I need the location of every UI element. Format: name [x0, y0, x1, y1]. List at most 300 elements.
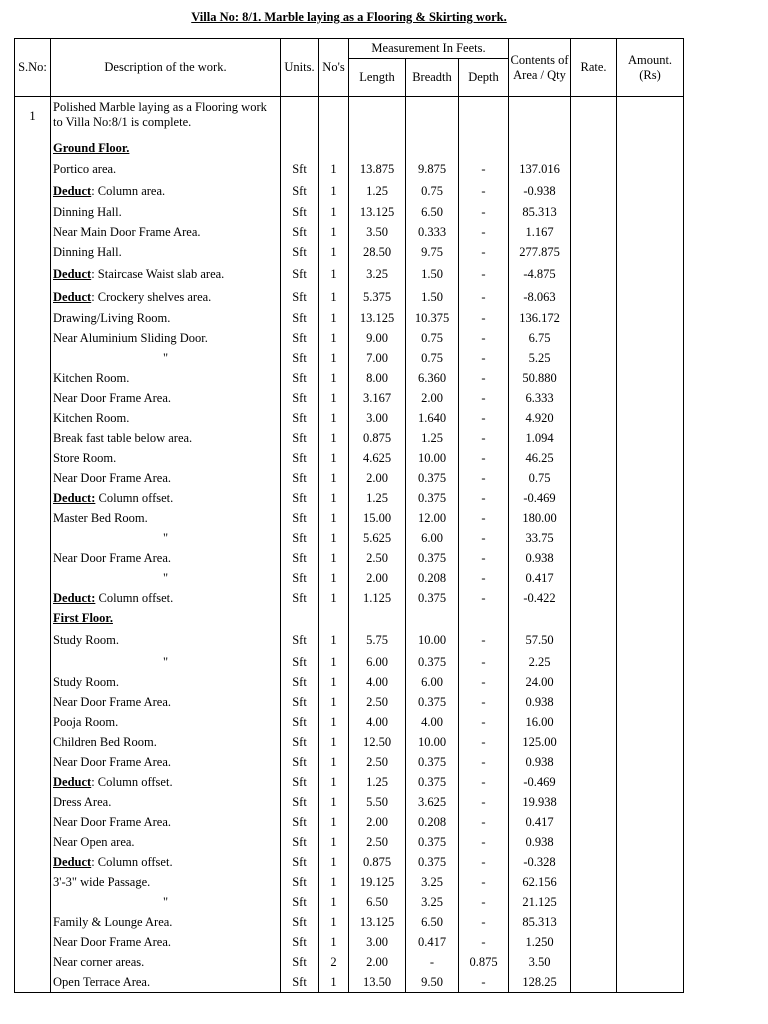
description-cell: Study Room. — [51, 673, 281, 693]
nos-cell: 1 — [319, 489, 349, 509]
nos-cell: 1 — [319, 409, 349, 429]
rate-cell — [571, 549, 617, 569]
breadth-cell: 6.360 — [406, 369, 459, 389]
qty-cell: 136.172 — [509, 309, 571, 329]
breadth-cell: 0.375 — [406, 853, 459, 873]
description-cell: Deduct: Crockery shelves area. — [51, 286, 281, 309]
qty-cell: 2.25 — [509, 653, 571, 673]
qty-cell: 125.00 — [509, 733, 571, 753]
depth-cell: - — [459, 349, 509, 369]
units-cell: Sft — [281, 329, 319, 349]
qty-cell: 21.125 — [509, 893, 571, 913]
deduct-keyword: Deduct — [53, 775, 92, 789]
table-row — [15, 409, 684, 429]
description-cell: Pooja Room. — [51, 713, 281, 733]
units-cell: Sft — [281, 933, 319, 953]
nos-cell: 1 — [319, 203, 349, 223]
description-cell: Near Door Frame Area. — [51, 693, 281, 713]
table-row — [15, 609, 684, 629]
deduct-keyword: Deduct — [53, 183, 92, 198]
rate-cell — [571, 629, 617, 653]
deduct-keyword: Deduct: — [53, 491, 96, 505]
sno-cell — [15, 973, 51, 993]
length-cell: 3.25 — [349, 263, 406, 286]
units-cell: Sft — [281, 509, 319, 529]
depth-cell: - — [459, 629, 509, 653]
description-cell: Deduct: Column offset. — [51, 853, 281, 873]
breadth-cell: 10.00 — [406, 629, 459, 653]
nos-cell: 1 — [319, 733, 349, 753]
nos-cell: 1 — [319, 263, 349, 286]
amount-cell — [617, 953, 684, 973]
description-cell: Near corner areas. — [51, 953, 281, 973]
empty-cell — [319, 609, 349, 629]
nos-cell: 1 — [319, 243, 349, 263]
rate-cell — [571, 309, 617, 329]
table-row — [15, 286, 684, 309]
empty-cell — [459, 609, 509, 629]
nos-cell: 1 — [319, 180, 349, 203]
units-cell: Sft — [281, 733, 319, 753]
description-cell: Deduct: Column offset. — [51, 589, 281, 609]
table-row — [15, 569, 684, 589]
length-cell: 6.00 — [349, 653, 406, 673]
rate-cell — [571, 853, 617, 873]
depth-cell: - — [459, 733, 509, 753]
qty-cell: 5.25 — [509, 349, 571, 369]
qty-cell: 180.00 — [509, 509, 571, 529]
ditto-mark: " — [162, 531, 169, 545]
units-cell: Sft — [281, 549, 319, 569]
breadth-cell: 10.00 — [406, 449, 459, 469]
amount-cell — [617, 569, 684, 589]
units-cell: Sft — [281, 893, 319, 913]
description-cell: Portico area. — [51, 160, 281, 180]
sno-cell — [15, 753, 51, 773]
units-cell: Sft — [281, 873, 319, 893]
qty-cell: -0.469 — [509, 773, 571, 793]
depth-cell: - — [459, 913, 509, 933]
table-row — [15, 973, 684, 993]
depth-cell: - — [459, 509, 509, 529]
table-row — [15, 469, 684, 489]
qty-cell: 0.938 — [509, 833, 571, 853]
units-cell: Sft — [281, 673, 319, 693]
breadth-cell: 1.25 — [406, 429, 459, 449]
sno-cell — [15, 933, 51, 953]
rate-cell — [571, 409, 617, 429]
table-body — [15, 97, 684, 993]
sno-cell — [15, 773, 51, 793]
breadth-cell: 3.25 — [406, 873, 459, 893]
table-row — [15, 449, 684, 469]
rate-cell — [571, 813, 617, 833]
amount-cell — [617, 180, 684, 203]
amount-cell — [617, 933, 684, 953]
qty-cell: -4.875 — [509, 263, 571, 286]
nos-cell: 1 — [319, 973, 349, 993]
description-cell: 3'-3" wide Passage. — [51, 873, 281, 893]
table-row — [15, 263, 684, 286]
length-cell: 13.125 — [349, 309, 406, 329]
qty-cell: 128.25 — [509, 973, 571, 993]
qty-cell: 0.938 — [509, 549, 571, 569]
nos-cell: 1 — [319, 286, 349, 309]
description-cell — [51, 569, 281, 589]
breadth-cell: 1.640 — [406, 409, 459, 429]
breadth-cell: 0.417 — [406, 933, 459, 953]
description-cell: Drawing/Living Room. — [51, 309, 281, 329]
breadth-cell: 4.00 — [406, 713, 459, 733]
depth-cell: 0.875 — [459, 953, 509, 973]
table-row — [15, 529, 684, 549]
rate-cell — [571, 653, 617, 673]
units-cell: Sft — [281, 953, 319, 973]
nos-cell: 1 — [319, 429, 349, 449]
nos-cell: 1 — [319, 449, 349, 469]
sno-cell — [15, 833, 51, 853]
section-heading: Ground Floor. — [53, 140, 130, 155]
units-cell: Sft — [281, 813, 319, 833]
breadth-cell: 9.50 — [406, 973, 459, 993]
breadth-cell: 3.625 — [406, 793, 459, 813]
breadth-cell: 0.75 — [406, 349, 459, 369]
length-cell: 4.00 — [349, 673, 406, 693]
description-cell — [51, 893, 281, 913]
qty-cell: 16.00 — [509, 713, 571, 733]
description-cell: Break fast table below area. — [51, 429, 281, 449]
table-row — [15, 309, 684, 329]
amount-cell — [617, 813, 684, 833]
empty-cell — [406, 609, 459, 629]
amount-cell — [617, 429, 684, 449]
header-length: Length — [349, 59, 406, 97]
units-cell: Sft — [281, 223, 319, 243]
depth-cell: - — [459, 773, 509, 793]
units-cell: Sft — [281, 793, 319, 813]
empty-cell — [281, 137, 319, 160]
amount-cell — [617, 549, 684, 569]
rate-cell — [571, 773, 617, 793]
deduct-keyword: Deduct: — [53, 591, 96, 605]
sno-cell — [15, 180, 51, 203]
units-cell: Sft — [281, 409, 319, 429]
length-cell: 3.00 — [349, 933, 406, 953]
length-cell: 19.125 — [349, 873, 406, 893]
table-row — [15, 243, 684, 263]
sno-cell — [15, 529, 51, 549]
length-cell: 13.50 — [349, 973, 406, 993]
breadth-cell: 0.375 — [406, 589, 459, 609]
qty-cell: -0.422 — [509, 589, 571, 609]
nos-cell: 1 — [319, 813, 349, 833]
empty-cell — [349, 609, 406, 629]
table-row — [15, 933, 684, 953]
sno-cell — [15, 309, 51, 329]
depth-cell: - — [459, 286, 509, 309]
rate-cell — [571, 160, 617, 180]
depth-cell: - — [459, 933, 509, 953]
depth-cell: - — [459, 813, 509, 833]
length-cell: 0.875 — [349, 853, 406, 873]
sno-cell — [15, 893, 51, 913]
rate-cell — [571, 449, 617, 469]
breadth-cell: 9.75 — [406, 243, 459, 263]
description-cell: Kitchen Room. — [51, 409, 281, 429]
sno-cell — [15, 853, 51, 873]
description-cell: Family & Lounge Area. — [51, 913, 281, 933]
rate-cell — [571, 529, 617, 549]
description-cell: Deduct: Staircase Waist slab area. — [51, 263, 281, 286]
nos-cell: 1 — [319, 793, 349, 813]
qty-cell: 1.250 — [509, 933, 571, 953]
rate-cell — [571, 713, 617, 733]
qty-cell: 1.167 — [509, 223, 571, 243]
table-row — [15, 753, 684, 773]
nos-cell: 1 — [319, 913, 349, 933]
units-cell: Sft — [281, 529, 319, 549]
table-row — [15, 549, 684, 569]
units-cell: Sft — [281, 913, 319, 933]
length-cell: 7.00 — [349, 349, 406, 369]
qty-cell: -0.328 — [509, 853, 571, 873]
depth-cell: - — [459, 549, 509, 569]
sno-cell — [15, 223, 51, 243]
rate-cell — [571, 286, 617, 309]
nos-cell: 1 — [319, 673, 349, 693]
depth-cell: - — [459, 160, 509, 180]
sno-cell — [15, 389, 51, 409]
qty-cell: 137.016 — [509, 160, 571, 180]
table-row — [15, 389, 684, 409]
table-row — [15, 203, 684, 223]
depth-cell: - — [459, 223, 509, 243]
breadth-cell: 3.25 — [406, 893, 459, 913]
rate-cell — [571, 693, 617, 713]
units-cell: Sft — [281, 160, 319, 180]
empty-cell — [617, 137, 684, 160]
nos-cell: 1 — [319, 529, 349, 549]
rate-cell — [571, 329, 617, 349]
depth-cell: - — [459, 793, 509, 813]
description-cell — [51, 349, 281, 369]
qty-cell: 1.094 — [509, 429, 571, 449]
nos-cell: 1 — [319, 873, 349, 893]
nos-cell: 2 — [319, 953, 349, 973]
amount-cell — [617, 653, 684, 673]
amount-cell — [617, 203, 684, 223]
rate-cell — [571, 203, 617, 223]
table-row — [15, 713, 684, 733]
length-cell: 5.375 — [349, 286, 406, 309]
description-cell: Near Open area. — [51, 833, 281, 853]
empty-cell — [319, 137, 349, 160]
rate-cell — [571, 733, 617, 753]
rate-cell — [571, 893, 617, 913]
units-cell: Sft — [281, 833, 319, 853]
depth-cell: - — [459, 389, 509, 409]
breadth-cell: 1.50 — [406, 263, 459, 286]
qty-cell: 57.50 — [509, 629, 571, 653]
breadth-cell: 6.00 — [406, 529, 459, 549]
table-row — [15, 793, 684, 813]
nos-cell: 1 — [319, 693, 349, 713]
description-cell — [51, 137, 281, 160]
amount-cell — [617, 753, 684, 773]
sno-cell — [15, 489, 51, 509]
qty-cell: 0.75 — [509, 469, 571, 489]
length-cell: 1.25 — [349, 180, 406, 203]
nos-cell: 1 — [319, 329, 349, 349]
header-amount: Amount. (Rs) — [617, 39, 684, 97]
nos-cell: 1 — [319, 893, 349, 913]
units-cell: Sft — [281, 773, 319, 793]
amount-cell — [617, 160, 684, 180]
description-cell — [51, 653, 281, 673]
deduct-keyword: Deduct — [53, 266, 92, 281]
qty-cell: 6.75 — [509, 329, 571, 349]
length-cell: 0.875 — [349, 429, 406, 449]
amount-cell — [617, 973, 684, 993]
table-row — [15, 160, 684, 180]
breadth-cell: 0.375 — [406, 489, 459, 509]
description-cell: Dress Area. — [51, 793, 281, 813]
length-cell: 2.50 — [349, 833, 406, 853]
amount-cell — [617, 349, 684, 369]
description-cell: Dinning Hall. — [51, 203, 281, 223]
breadth-cell: 0.208 — [406, 569, 459, 589]
table-row — [15, 893, 684, 913]
rate-cell — [571, 429, 617, 449]
length-cell: 4.00 — [349, 713, 406, 733]
breadth-cell: 1.50 — [406, 286, 459, 309]
empty-cell — [406, 137, 459, 160]
sno-cell — [15, 609, 51, 629]
length-cell: 4.625 — [349, 449, 406, 469]
description-cell: Study Room. — [51, 629, 281, 653]
rate-cell — [571, 469, 617, 489]
rate-cell — [571, 973, 617, 993]
breadth-cell: 0.375 — [406, 833, 459, 853]
sno-cell — [15, 913, 51, 933]
amount-cell — [617, 713, 684, 733]
nos-cell: 1 — [319, 369, 349, 389]
sno-cell — [15, 137, 51, 160]
empty-cell — [571, 137, 617, 160]
rate-cell — [571, 489, 617, 509]
length-cell: 2.00 — [349, 569, 406, 589]
length-cell: 5.75 — [349, 629, 406, 653]
breadth-cell: 9.875 — [406, 160, 459, 180]
rate-cell — [571, 349, 617, 369]
sno-cell — [15, 349, 51, 369]
table-row — [15, 653, 684, 673]
empty-cell — [459, 137, 509, 160]
description-cell: Near Door Frame Area. — [51, 389, 281, 409]
breadth-cell: 12.00 — [406, 509, 459, 529]
rate-cell — [571, 369, 617, 389]
qty-cell: 277.875 — [509, 243, 571, 263]
description-cell: Near Door Frame Area. — [51, 753, 281, 773]
amount-cell — [617, 223, 684, 243]
length-cell: 5.625 — [349, 529, 406, 549]
length-cell: 6.50 — [349, 893, 406, 913]
qty-cell: 19.938 — [509, 793, 571, 813]
table-row — [15, 369, 684, 389]
rate-cell — [571, 263, 617, 286]
table-row-intro — [15, 97, 684, 137]
amount-cell — [617, 309, 684, 329]
units-cell: Sft — [281, 753, 319, 773]
depth-cell: - — [459, 853, 509, 873]
document-title: Villa No: 8/1. Marble laying as a Flooring & Skirting work. — [191, 10, 507, 24]
sno-cell — [15, 589, 51, 609]
length-cell: 3.00 — [349, 409, 406, 429]
qty-cell: 62.156 — [509, 873, 571, 893]
amount-cell — [617, 286, 684, 309]
amount-cell — [617, 833, 684, 853]
table-row — [15, 629, 684, 653]
table-row — [15, 873, 684, 893]
length-cell: 2.00 — [349, 469, 406, 489]
table-row — [15, 180, 684, 203]
sno-cell — [15, 369, 51, 389]
depth-cell: - — [459, 973, 509, 993]
amount-cell — [617, 389, 684, 409]
breadth-cell: 10.00 — [406, 733, 459, 753]
qty-cell: -0.469 — [509, 489, 571, 509]
table-row — [15, 489, 684, 509]
amount-cell — [617, 873, 684, 893]
rate-cell — [571, 223, 617, 243]
empty-cell — [509, 137, 571, 160]
length-cell: 3.50 — [349, 223, 406, 243]
nos-cell: 1 — [319, 753, 349, 773]
units-cell: Sft — [281, 286, 319, 309]
header-rate: Rate. — [571, 39, 617, 97]
amount-cell — [617, 589, 684, 609]
nos-cell: 1 — [319, 309, 349, 329]
amount-cell — [617, 243, 684, 263]
qty-cell: 85.313 — [509, 913, 571, 933]
length-cell: 1.25 — [349, 773, 406, 793]
depth-cell: - — [459, 713, 509, 733]
ditto-mark: " — [162, 895, 169, 909]
description-cell: Deduct: Column area. — [51, 180, 281, 203]
nos-cell: 1 — [319, 629, 349, 653]
sno-cell — [15, 713, 51, 733]
amount-cell — [617, 673, 684, 693]
units-cell: Sft — [281, 180, 319, 203]
sno-cell — [15, 733, 51, 753]
description-cell: Near Door Frame Area. — [51, 933, 281, 953]
description-cell — [51, 609, 281, 629]
empty-cell — [617, 609, 684, 629]
units-cell: Sft — [281, 653, 319, 673]
depth-cell: - — [459, 833, 509, 853]
nos-cell: 1 — [319, 509, 349, 529]
table-row — [15, 509, 684, 529]
rate-cell — [571, 873, 617, 893]
sno-cell — [15, 160, 51, 180]
breadth-cell: 0.375 — [406, 653, 459, 673]
length-cell: 12.50 — [349, 733, 406, 753]
table-row — [15, 853, 684, 873]
units-cell: Sft — [281, 369, 319, 389]
deduct-keyword: Deduct — [53, 289, 92, 304]
rate-cell — [571, 389, 617, 409]
sno-cell — [15, 469, 51, 489]
